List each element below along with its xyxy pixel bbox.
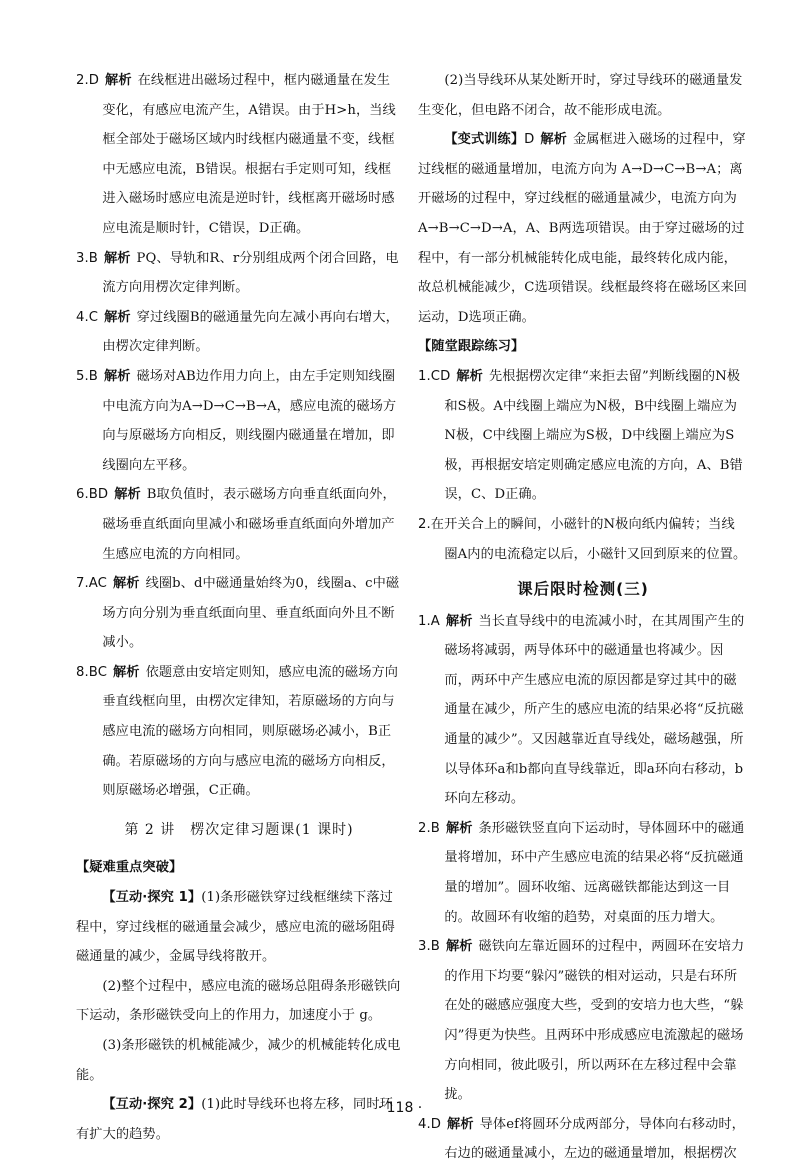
explore-2-paragraph-2: (2)当导线环从某处断开时，穿过导线环的磁通量发生变化，但电路不闭合，故不能形成电流。 [418,73,743,118]
explore-2-paragraph-1: 【互动·探究 2】(1)此时导线环也将左移，同时环有扩大的趋势。 [76,1097,393,1142]
answer-item-4: 4.C 解析 穿过线圈B的磁通量先向左减小再向右增大，由楞次定律判断。 [76,309,399,355]
explore-1-paragraph-3: (3)条形磁铁的机械能减少，减少的机械能转化成电能。 [76,1038,401,1083]
explore-1-paragraph-1: 【互动·探究 1】(1)条形磁铁穿过线框继续下落过程中，穿过线框的磁通量会减少，感应电流的磁场阻碍磁通量的减少，金属导线将散开。 [76,890,395,965]
answer-item-2: 2.D 解析 在线框进出磁场过程中，框内磁通量在发生变化，有感应电流产生，A错误。由于H>h，当线框全部处于磁场区域内时线框内磁通量不变，线框中无感应电流，B错误。根据右手定则可知，线框进入磁场时感应电流是逆时针，线框离开磁场时感应电流是顺时针，C错误，D正确。 [76,73,396,236]
answer-item-3: 3.B 解析 PQ、导轨和R、r分别组成两个闭合回路，电流方向用楞次定律判断。 [76,250,399,296]
after-item-1: 1.A 解析 当长直导线中的电流减小时，在其周围产生的磁场将减弱，两导体环中的磁通量也将减少。因而，两环中产生感应电流的原因都是穿过其中的磁通量在减少，所产生的感应电流的结果必将“反抗磁通量的减少”。又因越靠近直导线处，磁场越强，所以导体环a和b都向直导线靠近，即a环向右移动，b环向左移动。 [418,613,745,807]
left-column [76,66,402,1149]
follow-item-1: 1.CD 解析 先根据楞次定律“来拒去留”判断线圈的N极和S极。A中线圈上端应为N极，B中线圈上端应为N极，C中线圈上端应为S极，D中线圈上端应为S极，再根据安培定则确定感应电流的方向，A、B错误，C、D正确。 [418,368,743,503]
after-item-3: 3.B 解析 磁铁向左靠近圆环的过程中，两圆环在安培力的作用下均要“躲闪”磁铁的相对运动，只是右环所在处的磁感应强度大些，受到的安培力也大些，“躲闪”得更为快些。且两环中形成感应电流激起的磁场方向相同，彼此吸引，所以两环在左移过程中会靠拢。 [418,939,745,1103]
after-item-2: 2.B 解析 条形磁铁竖直向下运动时，导体圆环中的磁通量将增加，环中产生感应电流的结果必将“反抗磁通量的增加”。圆环收缩、远离磁铁都能达到这一目的。故圆环有收缩的趋势，对桌面的压力增大。 [418,820,745,925]
section-heading-key-points: 【疑难重点突破】 [76,860,183,876]
answer-item-7: 7.AC 解析 线圈b、d中磁通量始终为0，线圈a、c中磁场方向分别为垂直纸面向里、垂直纸面向外且不断减小。 [76,576,400,651]
after-item-4: 4.D 解析 导体ef将圆环分成两部分，导体向右移动时，右边的磁通量减小，左边的磁通量增加，根据楞次 [418,1116,745,1162]
explore-1-paragraph-2: (2)整个过程中，感应电流的磁场总阻碍条形磁铁向下运动，条形磁铁受向上的作用力，加速度小于 g。 [76,978,401,1024]
answer-item-5: 5.B 解析 磁场对AB边作用力向上，由左手定则知线圈中电流方向为A→D→C→B→A，感应电流的磁场方向与原磁场方向相反，则线圈内磁通量在增加，即线圈向左平移。 [76,368,397,473]
answer-item-6: 6.BD 解析 B取负值时，表示磁场方向垂直纸面向外，磁场垂直纸面向里减小和磁场垂直纸面向外增加产生感应电流的方向相同。 [76,487,396,562]
answer-item-8: 8.BC 解析 依题意由安培定则知，感应电流的磁场方向垂直线框向里，由楞次定律知，若原磁场的方向与感应电流的磁场方向相同，则原磁场必减小，B正确。若原磁场的方向与感应电流的磁场方向相反，则原磁场必增强，C正确。 [76,664,399,799]
follow-item-2: 2.在开关合上的瞬间，小磁针的N极向纸内偏转；当线圈A内的电流稳定以后，小磁针又回到原来的位置。 [418,516,747,562]
right-column [418,66,748,1169]
after-class-title: 课后限时检测(三) [517,580,649,599]
variant-training: 【变式训练】D 解析 金属框进入磁场的过程中，穿过线框的磁通量增加，电流方向为 A→D→C→B→A；离开磁场的过程中，穿过线框的磁通量减少，电流方向为 A→B→C→D→A，A、B两选项错误。由于穿过磁场的过程中，有一部分机械能转化成电能，最终转化成内能，故总机械能减少，C选项错误。线框最终将在磁场区来回运动，D选项正确。 [418,132,748,325]
page-number: · 118 · [377,1100,423,1116]
lesson-title: 第 2 讲 楞次定律习题课(1 课时) [124,821,354,838]
section-heading-follow-practice: 【随堂跟踪练习】 [418,339,525,355]
